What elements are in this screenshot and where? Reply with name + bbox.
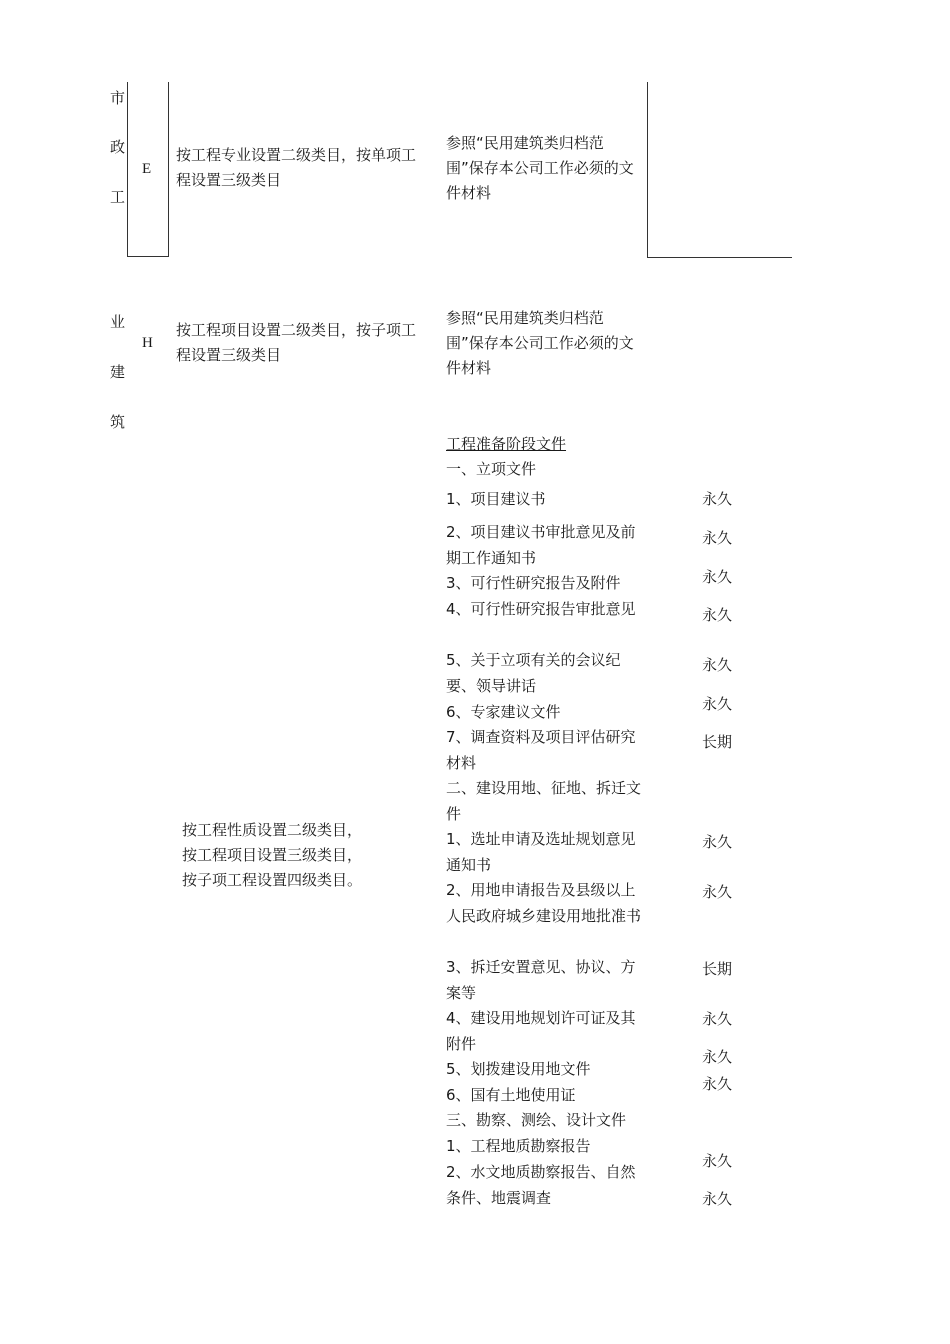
category-reference-e: 参照“民用建筑类归档范围”保存本公司工作必须的文件材料 — [446, 134, 634, 202]
category-char: 工 — [110, 188, 126, 206]
list-item: 6、国有土地使用证 — [446, 1086, 576, 1104]
category-char: 政 — [110, 138, 126, 156]
category-description-h: 按工程项目设置二级类目，按子项工程设置三级类目 — [176, 321, 417, 364]
list-item: 三、勘察、测绘、设计文件 — [446, 1111, 627, 1129]
retention-period: 永久 — [702, 695, 733, 713]
retention-period: 永久 — [702, 1190, 733, 1208]
table-border-bottom-right — [647, 257, 792, 258]
list-item: 1、项目建议书 — [446, 490, 546, 508]
retention-period: 长期 — [702, 960, 733, 978]
retention-period: 永久 — [702, 1152, 733, 1170]
list-item: 1、工程地质勘察报告 — [446, 1137, 591, 1155]
category-char: 建 — [110, 363, 126, 381]
category-char: 业 — [110, 313, 126, 331]
table-border-bottom-code — [127, 256, 169, 257]
list-item: 5、划拨建设用地文件 — [446, 1060, 591, 1078]
category-code-h: H — [142, 335, 153, 351]
category-description-e: 按工程专业设置二级类目，按单项工程设置三级类目 — [176, 146, 417, 189]
list-item: 7、调查资料及项目评估研究材料 — [446, 728, 636, 772]
retention-period: 永久 — [702, 529, 733, 547]
table-border-left — [127, 82, 128, 256]
retention-period: 长期 — [702, 733, 733, 751]
list-item: 2、用地申请报告及县级以上人民政府城乡建设用地批准书 — [446, 881, 642, 925]
retention-period: 永久 — [702, 1010, 733, 1028]
retention-period: 永久 — [702, 568, 733, 586]
retention-period: 永久 — [702, 490, 733, 508]
retention-period: 永久 — [702, 833, 733, 851]
table-border-code — [168, 82, 169, 256]
list-item: 一、立项文件 — [446, 460, 537, 478]
list-item: 二、建设用地、征地、拆迁文件 — [446, 779, 642, 823]
list-item: 2、项目建议书审批意见及前期工作通知书 — [446, 523, 636, 567]
retention-period: 永久 — [702, 1048, 733, 1066]
category-char: 市 — [110, 89, 126, 107]
table-border-right — [647, 82, 648, 258]
list-item: 4、可行性研究报告审批意见 — [446, 600, 636, 618]
list-item: 6、专家建议文件 — [446, 703, 561, 721]
list-item: 1、选址申请及选址规划意见通知书 — [446, 830, 636, 874]
category-code-e: E — [142, 161, 152, 177]
retention-period: 永久 — [702, 883, 733, 901]
category-reference-h: 参照“民用建筑类归档范围”保存本公司工作必须的文件材料 — [446, 309, 634, 377]
category-char: 筑 — [110, 413, 126, 431]
retention-period: 永久 — [702, 606, 733, 624]
list-item: 2、水文地质勘察报告、自然条件、地震调查 — [446, 1163, 636, 1207]
list-item: 3、拆迁安置意见、协议、方案等 — [446, 958, 636, 1002]
retention-period: 永久 — [702, 1075, 733, 1093]
classification-description: 按工程性质设置二级类目，按工程项目设置三级类目，按子项工程设置四级类目。 — [181, 821, 362, 889]
stage-title: 工程准备阶段文件 — [446, 435, 567, 453]
list-item: 5、关于立项有关的会议纪要、领导讲话 — [446, 651, 621, 695]
list-item: 4、建设用地规划许可证及其附件 — [446, 1009, 636, 1053]
retention-period: 永久 — [702, 656, 733, 674]
list-item: 3、可行性研究报告及附件 — [446, 574, 621, 592]
